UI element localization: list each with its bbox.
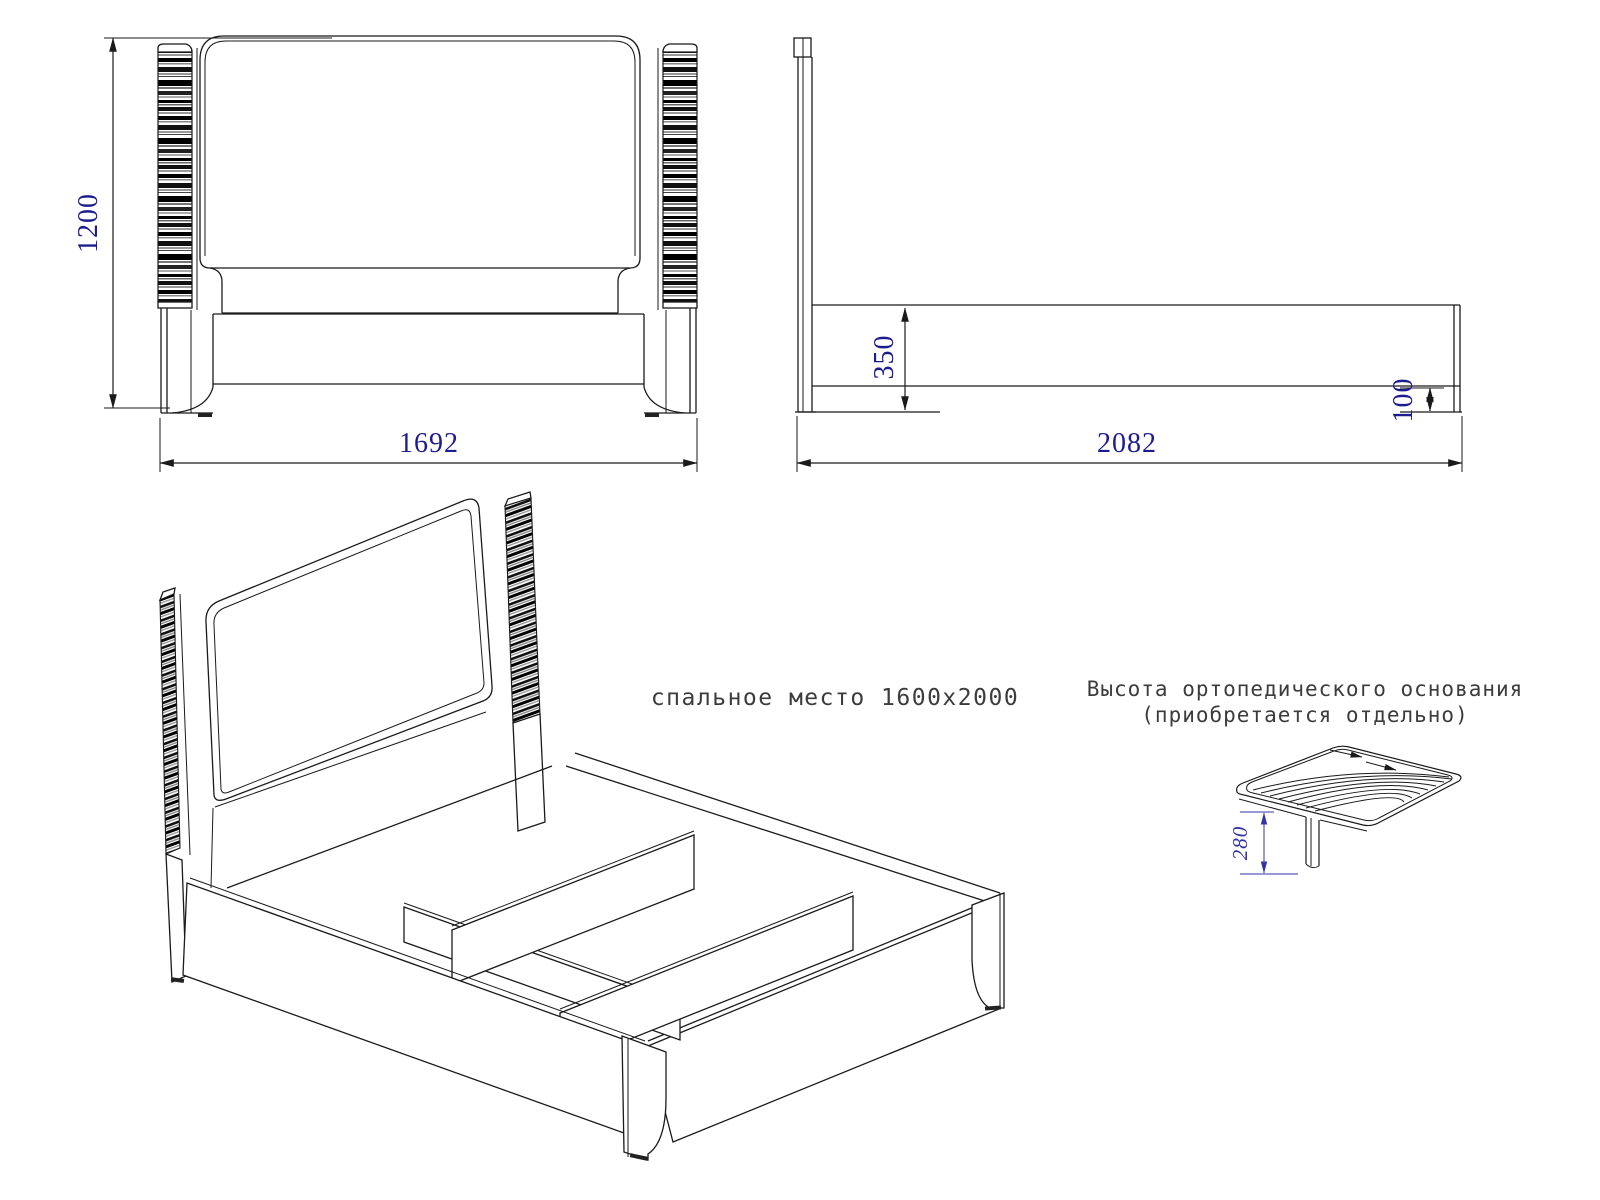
side-clearance-dim-label: 100 — [1388, 377, 1419, 423]
iso-mid-divider — [452, 831, 694, 984]
side-view — [794, 38, 1462, 472]
front-height-dimension — [104, 38, 332, 408]
front-width-dim-label: 1692 — [399, 428, 459, 459]
front-view — [104, 36, 697, 472]
front-height-dim-label: 1200 — [73, 193, 104, 253]
ortho-base-diagram — [1237, 746, 1461, 874]
iso-deck-head-edge — [227, 766, 552, 888]
front-left-leg — [161, 308, 213, 417]
isometric-view — [160, 492, 1004, 1161]
front-frame-rail — [213, 314, 644, 384]
iso-caption: спальное место 1600x2000 — [650, 685, 1020, 711]
front-right-leg — [644, 308, 696, 417]
ortho-base-leg — [1306, 817, 1319, 868]
side-headboard-profile — [794, 38, 816, 412]
ortho-height-dim-label: 280 — [1228, 825, 1252, 861]
ortho-note-line1: Высота ортопедического основания — [1086, 677, 1524, 701]
front-left-pillar — [158, 44, 197, 310]
front-headboard-panel — [200, 36, 640, 268]
side-length-dim-label: 2082 — [1097, 428, 1157, 459]
front-right-pillar — [658, 44, 697, 310]
side-rail-height-dim-label: 350 — [869, 334, 900, 380]
iso-near-foot-leg — [622, 1036, 666, 1161]
ortho-note-line2: (приобретается отдельно) — [1141, 703, 1469, 727]
front-headboard-lower-band — [210, 268, 630, 313]
